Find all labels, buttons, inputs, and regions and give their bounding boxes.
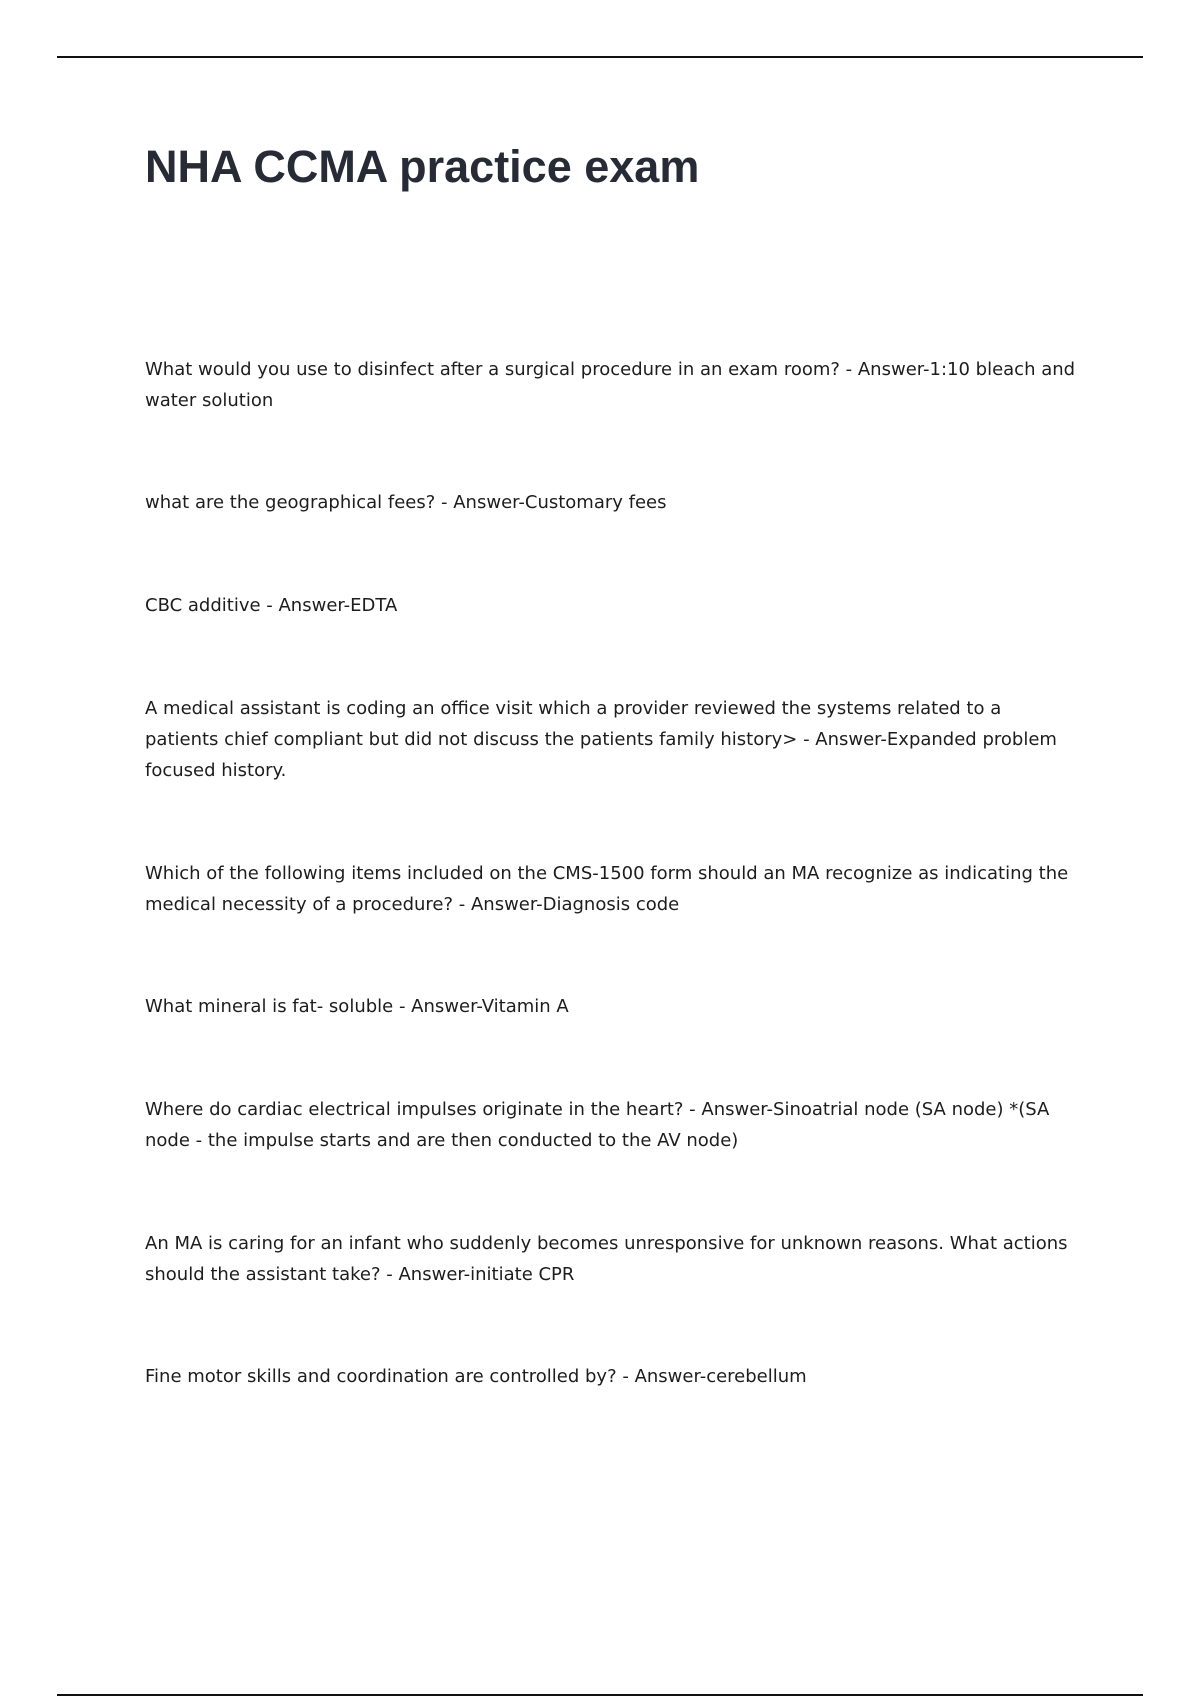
qa-item-3: CBC additive - Answer-EDTA — [145, 595, 398, 616]
qa-item-5: Which of the following items included on the CMS-1500 form should an MA recognize as indicating the medical necessity of a procedure? - Answer-Diagnosis code — [145, 863, 1069, 915]
qa-item-8: An MA is caring for an infant who suddenly becomes unresponsive for unknown reasons. What actions should the assistant take? - Answer-initiate CPR — [145, 1233, 1068, 1285]
page-title: NHA CCMA practice exam — [145, 141, 700, 192]
qa-item-1: What would you use to disinfect after a surgical procedure in an exam room? - Answer-1:10 bleach and water solution — [145, 359, 1076, 411]
qa-item-9: Fine motor skills and coordination are controlled by? - Answer-cerebellum — [145, 1366, 807, 1387]
qa-item-4: A medical assistant is coding an office visit which a provider reviewed the systems related to a patients chief compliant but did not discuss the patients family history> - Answer-Expanded problem focused history. — [145, 698, 1057, 781]
bottom-divider — [57, 1694, 1143, 1696]
qa-item-2: what are the geographical fees? - Answer-Customary fees — [145, 492, 667, 513]
top-divider — [57, 56, 1143, 58]
qa-item-7: Where do cardiac electrical impulses originate in the heart? - Answer-Sinoatrial node (SA node) *(SA node - the impulse starts and are then conducted to the AV node) — [145, 1099, 1050, 1151]
qa-item-6: What mineral is fat- soluble - Answer-Vitamin A — [145, 996, 569, 1017]
